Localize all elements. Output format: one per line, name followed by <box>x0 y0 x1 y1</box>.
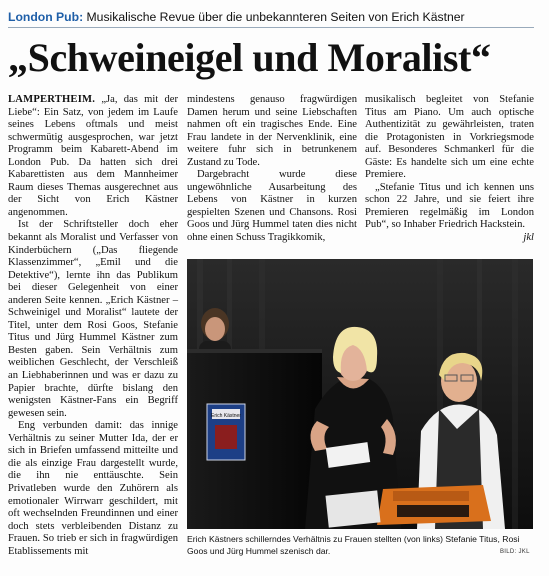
article-column-2 <box>187 94 357 245</box>
kicker-line <box>8 9 536 25</box>
piano-lid-edge <box>187 349 322 353</box>
paragraph <box>8 94 178 219</box>
stage-photo-illustration <box>187 259 533 529</box>
paragraph: musikalisch begleitet von Stefanie Titus am Piano. Um auch optische Authentizität zu gewährleisten, traten die Protagonisten in Vorkriegsmode auf. Besonderes Schmankerl für die Gäste: Es handelte sich um eine echte Premiere. <box>365 94 534 181</box>
paragraph-text: „Stefanie Titus und ich kennen uns schon 22 Jahre, und sie feiert ihre Premieren regelmäßig im London Pub“, so Inhaber Friedrich Hackstein. <box>365 181 534 231</box>
kicker-rule <box>8 27 534 28</box>
paragraph-text: „Ja, das mit der Liebe“: Ein Satz, von jedem im Laufe seines Lebens oftmals und meist schwermütig ausgesprochen, war jetzt Programm beim Kabarett-Abend im London Pub. Da hatten sich drei Kabarettisten aus dem Mannheimer Raum dieses Themas ausgerechnet aus der Sicht von Erich Kästner angenommen. <box>8 94 178 218</box>
paragraph <box>365 181 534 244</box>
book-prop <box>207 404 245 460</box>
paragraph: Eng verbunden damit: das innige Verhältnis zu seiner Mutter Ida, der er sich in Briefen umfassend mitteilte und die als einzige Frau dargestellt wurde, die ihn nie enttäuschte. Sein Privatleben wurde den Zuhörern als emotionaler Wirrwarr geschildert, mit oft wechselnden Freundinnen und einer doch stets verbleibenden Distanz zu Frauen. So trieb er sich in fragwürdigen Etablissements mit <box>8 420 178 557</box>
papers <box>325 490 380 527</box>
section-label: London Pub: <box>8 10 84 24</box>
photo-caption: Erich Kästners schillerndes Verhältnis zu Frauen stellten (von links) Stefanie Titus, Rosi Goos und Jürg Hummel szenisch dar. <box>187 534 520 556</box>
dateline: LAMPERTHEIM. <box>8 94 96 105</box>
author-initials: jkl <box>523 232 534 244</box>
article-column-1 <box>8 94 178 558</box>
paragraph: Ist der Schriftsteller doch eher bekannt als Moralist und Verfasser von Kinderbüchern („Das fliegende Klassenzimmer“, „Emil und die Detektive“), lernte ihn das Publikum bei dieser Gelegenheit von einer anderen Seite kennen. „Erich Kästner – Schweinigel und Moralist“ lautete der Titel, unter dem Rosi Goos, Stefanie Titus und Jürg Hummel Kästner zum Besten gaben. Sein Verhältnis zum weiblichen Geschlecht, der Verschleiß an Liebhaberinnen und was er dazu zu Papier brachte, dürfte bislang den wenigsten Kästner-Fans ein Begriff gewesen sein. <box>8 219 178 419</box>
photo-credit: BILD: JKL <box>500 549 530 555</box>
book-title: Erich Kästner <box>210 413 242 419</box>
article-column-3 <box>365 94 534 245</box>
paragraph: mindestens genauso fragwürdigen Damen herum und seine Liebschaften nahmen oft ein tragisches Ende. Eine Frau landete in der Nervenklinik, eine weitere fuhr sich in betrunkenem Zustand zu Tode. <box>187 94 357 168</box>
kicker-text: Musikalische Revue über die unbekannteren Seiten von Erich Kästner <box>86 10 465 24</box>
paragraph: Dargebracht wurde diese ungewöhnliche Ausarbeitung des Lebens von Kästner in kurzen gespielten Szenen und Chansons. Rosi Goos und Jürg Hummel taten dies nicht ohne einen Schuss Tragikkomik, <box>187 169 357 244</box>
headline: „Schweineigel und Moralist“ <box>8 35 491 80</box>
stage-photo <box>187 259 533 529</box>
